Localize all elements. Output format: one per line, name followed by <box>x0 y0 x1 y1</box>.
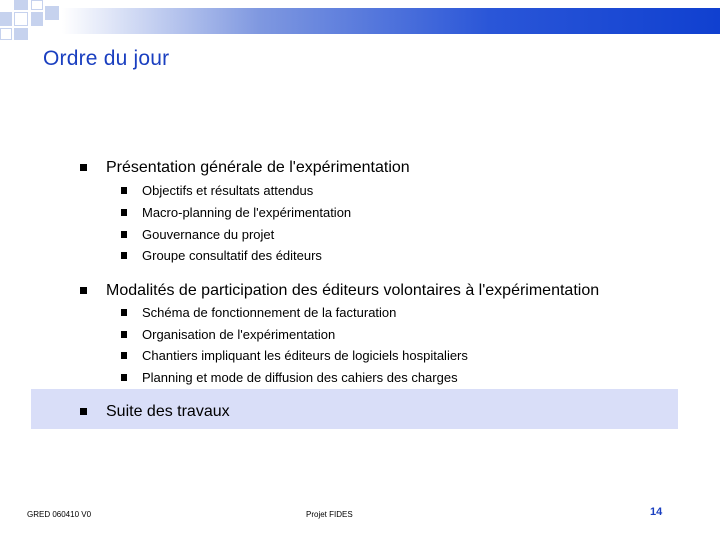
square-bullet-icon <box>80 408 87 415</box>
square-bullet-icon <box>121 309 127 316</box>
corner-square <box>0 28 12 40</box>
square-bullet-icon <box>121 374 127 381</box>
agenda-item-label: Modalités de participation des éditeurs volontaires à l'expérimentation <box>106 282 600 299</box>
corner-square <box>45 6 59 20</box>
agenda-subitem-label: Groupe consultatif des éditeurs <box>142 248 322 263</box>
agenda-item-label: Présentation générale de l'expérimentation <box>106 159 410 176</box>
corner-square <box>31 12 43 26</box>
agenda-subitem-label: Planning et mode de diffusion des cahiers des charges <box>142 370 458 385</box>
square-bullet-icon <box>121 209 127 216</box>
footer-project-name: Projet FIDES <box>306 510 353 519</box>
square-bullet-icon <box>121 231 127 238</box>
agenda-subitem-label: Gouvernance du projet <box>142 227 275 242</box>
agenda-subitem-label: Macro-planning de l'expérimentation <box>142 205 352 220</box>
agenda-subitem-label: Objectifs et résultats attendus <box>142 183 314 198</box>
corner-square <box>14 28 28 40</box>
corner-square <box>14 12 28 26</box>
agenda-subitem-label: Chantiers impliquant les éditeurs de logiciels hospitaliers <box>142 348 468 363</box>
corner-square <box>14 0 28 10</box>
slide-title: Ordre du jour <box>43 47 170 70</box>
header-gradient-bar <box>62 8 720 34</box>
square-bullet-icon <box>121 352 127 359</box>
square-bullet-icon <box>121 252 127 259</box>
square-bullet-icon <box>121 187 127 194</box>
agenda-subitem-label: Schéma de fonctionnement de la facturation <box>142 305 397 320</box>
page-number: 14 <box>650 506 663 518</box>
corner-square <box>0 12 12 26</box>
square-bullet-icon <box>80 164 87 171</box>
footer-reference: GRED 060410 V0 <box>27 510 92 519</box>
corner-square <box>31 0 43 10</box>
agenda-item-label: Suite des travaux <box>106 403 230 420</box>
square-bullet-icon <box>121 331 127 338</box>
agenda-subitem-label: Organisation de l'expérimentation <box>142 327 336 342</box>
square-bullet-icon <box>80 287 87 294</box>
